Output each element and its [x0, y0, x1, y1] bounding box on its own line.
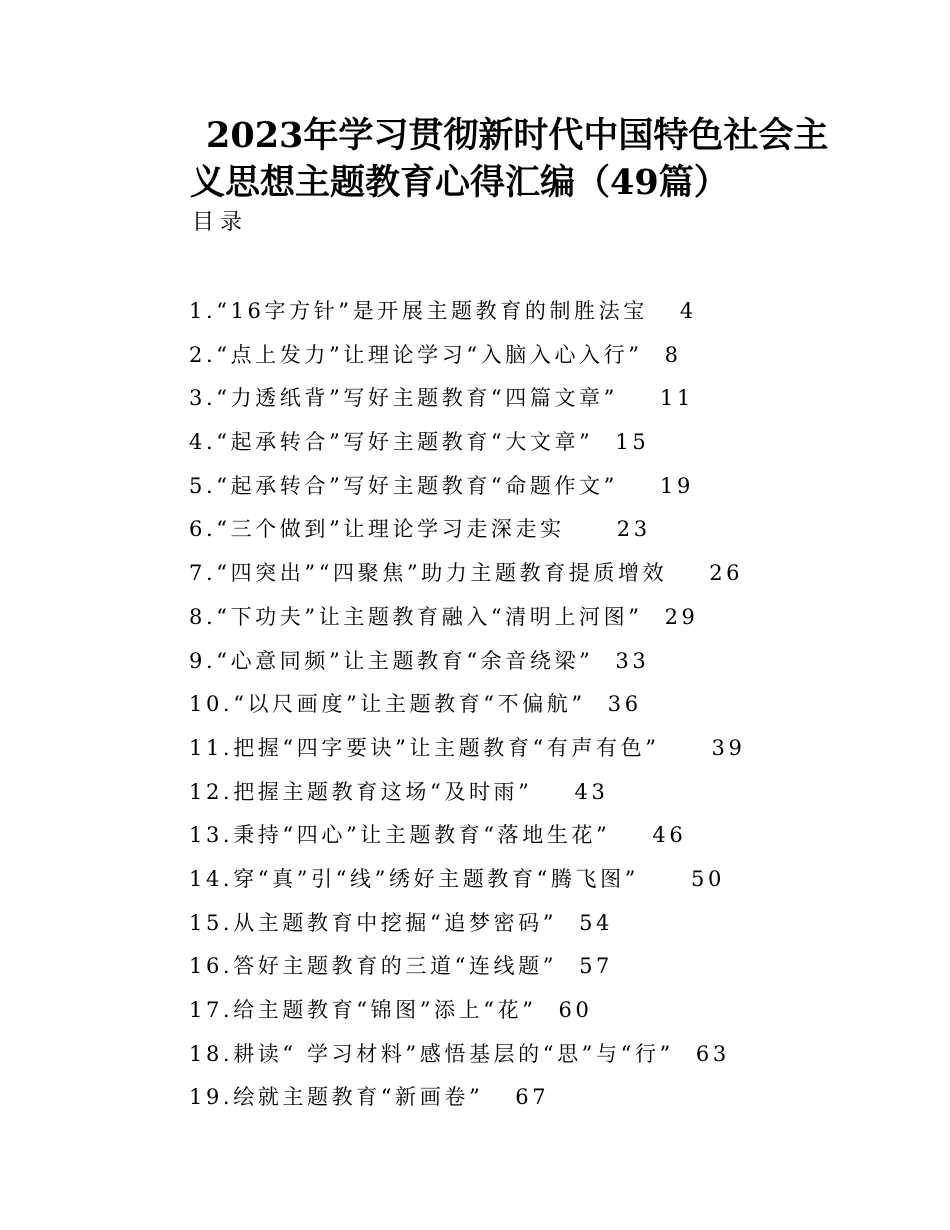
toc-entry-page-number: 36 — [607, 692, 642, 717]
toc-entry-title: 从主题教育中挖掘“追梦密码” — [233, 910, 558, 935]
toc-entry-title: 耕读“ 学习材料”感悟基层的“思”与“行” — [233, 1041, 674, 1066]
toc-entry-page-number: 46 — [652, 823, 687, 848]
toc-entry-title: “点上发力”让理论学习“入脑入心入行” — [216, 342, 643, 367]
toc-entry-number: 13. — [189, 823, 234, 848]
toc-entry-page-number: 26 — [709, 561, 744, 586]
toc-entry-title: “以尺画度”让主题教育“不偏航” — [233, 692, 586, 717]
toc-entry-page-number: 39 — [711, 735, 746, 760]
toc-entry-number: 15. — [189, 910, 234, 935]
toc-entry[interactable] — [189, 552, 809, 596]
toc-entry-title: “四突出”“四聚焦”助力主题教育提质增效 — [216, 561, 668, 586]
toc-heading: 目录 — [192, 210, 249, 235]
toc-entry-page-number: 8 — [664, 342, 682, 367]
toc-entry-number: 5. — [189, 473, 217, 498]
toc-entry-page-number: 57 — [579, 954, 613, 979]
toc-entry-title: 穿“真”引“线”绣好主题教育“腾飞图” — [233, 866, 640, 891]
toc-entry-title: “下功夫”让主题教育融入“清明上河图” — [216, 604, 643, 629]
toc-entry[interactable] — [189, 508, 809, 552]
toc-entry[interactable] — [189, 945, 809, 989]
table-of-contents — [189, 290, 809, 1120]
toc-entry-page-number: 29 — [664, 604, 699, 629]
toc-entry-number: 9. — [189, 648, 217, 673]
toc-entry-number: 12. — [189, 779, 234, 804]
toc-entry-title: “起承转合”写好主题教育“大文章” — [216, 430, 594, 455]
toc-entry-number: 18. — [189, 1041, 234, 1066]
toc-entry-number: 14. — [189, 866, 234, 891]
toc-entry[interactable] — [189, 1033, 809, 1077]
toc-entry-number: 8. — [189, 604, 217, 629]
toc-entry[interactable] — [189, 334, 809, 378]
toc-entry[interactable] — [189, 377, 809, 421]
toc-entry-page-number: 50 — [691, 866, 725, 891]
toc-entry-title: 把握“四字要诀”让主题教育“有声有色” — [233, 735, 660, 760]
toc-entry-title: 绘就主题教育“新画卷” — [233, 1085, 484, 1110]
toc-entry[interactable] — [189, 290, 809, 334]
toc-entry-title: “16字方针”是开展主题教育的制胜法宝 — [216, 299, 648, 323]
toc-entry-page-number: 43 — [574, 779, 609, 804]
toc-entry-number: 1. — [189, 299, 217, 323]
toc-entry-number: 17. — [189, 998, 234, 1022]
toc-entry[interactable] — [189, 1076, 809, 1120]
toc-entry-page-number: 60 — [558, 998, 593, 1022]
toc-entry[interactable] — [189, 902, 809, 946]
toc-entry[interactable] — [189, 814, 809, 858]
toc-entry-number: 4. — [189, 430, 217, 455]
toc-entry[interactable] — [189, 421, 809, 465]
document-title — [190, 112, 829, 206]
toc-entry[interactable] — [189, 465, 809, 509]
toc-entry[interactable] — [189, 771, 809, 815]
toc-entry-page-number: 33 — [615, 648, 650, 673]
toc-entry-page-number: 4 — [679, 299, 697, 323]
toc-entry[interactable] — [189, 640, 809, 684]
toc-entry[interactable] — [189, 596, 809, 640]
toc-entry-number: 16. — [189, 954, 234, 979]
toc-entry-number: 10. — [189, 692, 234, 717]
toc-entry-number: 2. — [189, 342, 217, 367]
toc-entry-page-number: 23 — [616, 517, 651, 542]
toc-entry-page-number: 11 — [660, 386, 694, 411]
toc-entry-title: “起承转合”写好主题教育“命题作文” — [216, 473, 618, 498]
toc-entry-title: 把握主题教育这场“及时雨” — [233, 779, 533, 804]
document-title-line2: 义思想主题教育心得汇编（49篇） — [190, 162, 729, 203]
toc-entry-page-number: 63 — [695, 1041, 730, 1066]
toc-entry-title: “力透纸背”写好主题教育“四篇文章” — [216, 386, 618, 411]
toc-entry[interactable] — [189, 858, 809, 902]
toc-entry-title: 给主题教育“锦图”添上“花” — [233, 998, 537, 1022]
toc-entry-number: 3. — [189, 386, 217, 411]
toc-entry-page-number: 54 — [579, 910, 613, 935]
toc-entry-page-number: 19 — [660, 473, 694, 498]
toc-entry[interactable] — [189, 727, 809, 771]
toc-entry-page-number: 15 — [615, 430, 650, 455]
toc-entry-title: “心意同频”让主题教育“余音绕梁” — [216, 648, 594, 673]
toc-entry-number: 7. — [189, 561, 217, 586]
toc-entry-title: “三个做到”让理论学习走深走实 — [216, 517, 565, 542]
toc-entry[interactable] — [189, 989, 809, 1033]
toc-entry-title: 秉持“四心”让主题教育“落地生花” — [233, 823, 611, 848]
toc-entry-title: 答好主题教育的三道“连线题” — [233, 954, 558, 979]
document-title-line1: 2023年学习贯彻新时代中国特色社会主 — [206, 115, 829, 156]
toc-entry-number: 19. — [189, 1085, 234, 1110]
toc-entry-page-number: 67 — [515, 1085, 550, 1110]
toc-entry-number: 6. — [189, 517, 217, 542]
toc-entry[interactable] — [189, 683, 809, 727]
toc-entry-number: 11. — [189, 735, 234, 760]
